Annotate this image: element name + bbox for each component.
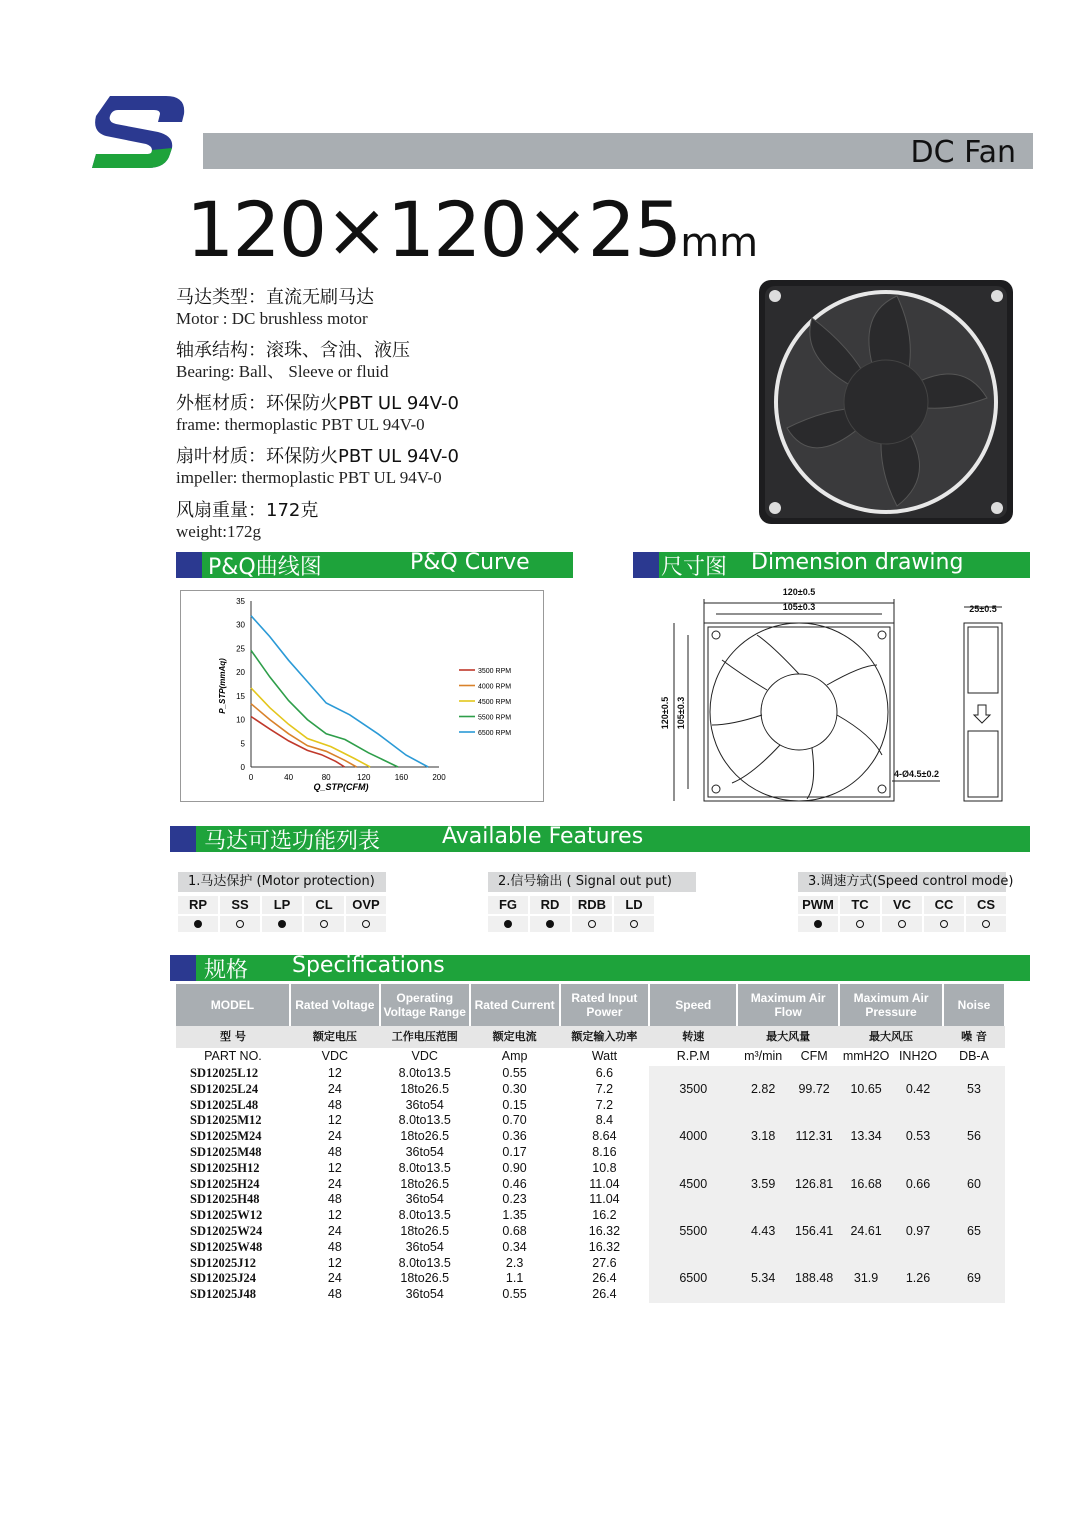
spec-cell: 18to26.5 — [400, 1176, 450, 1191]
x-axis-label: Q_STP(CFM) — [313, 782, 369, 792]
cn-header: 额定电压 — [290, 1026, 380, 1048]
part-number-cell: SD12025W12 — [190, 1208, 263, 1223]
group-cfm-cell: 112.31 — [789, 1113, 839, 1160]
spec-cell: 16.32 — [588, 1223, 621, 1238]
spec-cell: 48 — [327, 1097, 342, 1112]
feature-optional-dot — [982, 920, 990, 928]
brand-logo — [88, 92, 188, 172]
feature-label: LD — [614, 896, 654, 914]
part-number-cell: SD12025H48 — [190, 1192, 260, 1207]
feature-label: TC — [840, 896, 880, 914]
unit-cell: VDC — [321, 1049, 349, 1064]
dims-value: 120×120×25 — [186, 185, 681, 274]
spec-cell: 16.2 — [592, 1208, 617, 1223]
y-tick-label: 20 — [236, 668, 245, 678]
y-tick-label: 10 — [236, 715, 245, 725]
spec-cell: 0.15 — [502, 1097, 527, 1112]
feature-state — [530, 916, 570, 932]
group-mmh2o-cell: 24.61 — [839, 1208, 893, 1255]
feature-available-dot — [194, 920, 202, 928]
feature-optional-dot — [588, 920, 596, 928]
group-inh2o-cell: 0.97 — [893, 1208, 943, 1255]
feature-optional-dot — [856, 920, 864, 928]
spec-cell: 0.55 — [502, 1066, 527, 1080]
spec-cell: 0.30 — [502, 1081, 527, 1096]
property-en: frame: thermoplastic PBT UL 94V-0 — [176, 415, 425, 434]
group-noise-cell: 69 — [943, 1256, 1005, 1303]
part-number-cell: SD12025M48 — [190, 1144, 262, 1159]
spec-cell: 48 — [327, 1239, 342, 1254]
spec-cell: 6.6 — [595, 1066, 614, 1080]
group-mmh2o-cell: 16.68 — [839, 1161, 893, 1208]
spec-cell: 8.0to13.5 — [398, 1160, 451, 1175]
spec-cell: 26.4 — [592, 1287, 617, 1302]
y-tick-label: 25 — [236, 644, 245, 654]
legend-label: 4500 RPM — [478, 699, 512, 706]
x-tick-label: 80 — [321, 773, 331, 782]
dim-label-height-inner: 105±0.3 — [676, 696, 686, 730]
group-inh2o-cell: 0.42 — [893, 1066, 943, 1113]
legend-label: 6500 RPM — [478, 730, 512, 737]
feature-label: RDB — [572, 896, 612, 914]
feature-state — [966, 916, 1006, 932]
feature-label: RD — [530, 896, 570, 914]
property-cn: 轴承结构：滚珠、含油、液压 — [176, 340, 410, 361]
table-row — [176, 1066, 1005, 1082]
group-noise-cell: 65 — [943, 1208, 1005, 1255]
col-header-rated-power: Rated Input Power — [560, 984, 650, 1026]
unit-cell: mmH2O — [842, 1049, 890, 1064]
dimension-section-en: Dimension drawing — [751, 550, 964, 575]
part-number-cell: SD12025L24 — [190, 1081, 259, 1096]
pq-section-en: P&Q Curve — [410, 550, 530, 575]
part-number-cell: SD12025M12 — [190, 1113, 262, 1128]
y-axis-label: P_STP(mmAq) — [218, 658, 227, 714]
feature-state — [346, 916, 386, 932]
property-en: weight:172g — [176, 522, 261, 541]
feature-state — [262, 916, 302, 932]
feature-state — [178, 916, 218, 932]
spec-cell: 12 — [327, 1208, 342, 1223]
spec-cell: 0.68 — [502, 1223, 527, 1238]
spec-cell: 7.2 — [595, 1097, 614, 1112]
feature-state — [924, 916, 964, 932]
spec-cell: 26.4 — [592, 1271, 617, 1286]
x-tick-label: 160 — [394, 773, 409, 782]
feature-label: CC — [924, 896, 964, 914]
property-cn: 扇叶材质：环保防火PBT UL 94V-0 — [176, 446, 459, 467]
property-en: Motor : DC brushless motor — [176, 309, 368, 328]
unit-cell: CFM — [800, 1049, 828, 1064]
group-rpm-cell: 3500 — [649, 1066, 737, 1113]
spec-cell: 1.1 — [505, 1271, 524, 1286]
x-tick-label: 200 — [432, 773, 446, 782]
feature-group-title: 3.调速方式(Speed control mode) — [798, 872, 1006, 892]
spec-cell: 8.64 — [592, 1129, 617, 1144]
spec-cell: 16.32 — [588, 1239, 621, 1254]
feature-state — [798, 916, 838, 932]
y-tick-label: 15 — [236, 691, 245, 701]
spec-cell: 0.34 — [502, 1239, 527, 1254]
property-weight — [176, 500, 318, 542]
spec-cell: 7.2 — [595, 1081, 614, 1096]
col-header-operating-voltage: Operating Voltage Range — [380, 984, 470, 1026]
property-bearing — [176, 340, 410, 382]
cn-header: 最大风压 — [839, 1026, 943, 1048]
feature-state — [614, 916, 654, 932]
feature-group-motor-protection — [178, 872, 388, 932]
cn-header: 噪 音 — [943, 1026, 1005, 1048]
property-cn: 外框材质：环保防火PBT UL 94V-0 — [176, 393, 459, 414]
series-line-4 — [251, 616, 428, 767]
group-m3-cell: 5.34 — [737, 1256, 789, 1303]
spec-cell: 0.46 — [502, 1176, 527, 1191]
spec-cell: 1.35 — [502, 1208, 527, 1223]
group-inh2o-cell: 0.53 — [893, 1113, 943, 1160]
property-cn: 马达类型：直流无刷马达 — [176, 287, 374, 308]
group-noise-cell: 56 — [943, 1113, 1005, 1160]
property-cn: 风扇重量：172克 — [176, 500, 319, 521]
spec-cell: 18to26.5 — [400, 1223, 450, 1238]
spec-cell: 12 — [327, 1066, 342, 1080]
col-header-noise: Noise — [943, 984, 1005, 1026]
cn-header: 工作电压范围 — [380, 1026, 470, 1048]
feature-available-dot — [504, 920, 512, 928]
feature-label: CS — [966, 896, 1006, 914]
property-en: Bearing: Ball、 Sleeve or fluid — [176, 362, 389, 381]
spec-cell: 36to54 — [405, 1239, 444, 1254]
series-line-3 — [251, 650, 398, 767]
spec-section-en: Specifications — [292, 953, 445, 978]
dimension-section-bar — [633, 552, 1030, 578]
feature-optional-dot — [236, 920, 244, 928]
spec-cell: 36to54 — [405, 1097, 444, 1112]
feature-available-dot — [278, 920, 286, 928]
spec-cell: 36to54 — [405, 1287, 444, 1302]
spec-cell: 27.6 — [592, 1255, 617, 1270]
spec-cell: 24 — [327, 1129, 342, 1144]
spec-cell: 24 — [327, 1176, 342, 1191]
series-line-0 — [251, 717, 345, 768]
spec-cell: 8.0to13.5 — [398, 1208, 451, 1223]
y-tick-label: 0 — [240, 763, 245, 772]
spec-cell: 24 — [327, 1271, 342, 1286]
spec-cell: 0.70 — [502, 1113, 527, 1128]
spec-cell: 8.4 — [595, 1113, 614, 1128]
group-mmh2o-cell: 31.9 — [839, 1256, 893, 1303]
col-header-speed: Speed — [649, 984, 737, 1026]
feature-label: OVP — [346, 896, 386, 914]
property-frame — [176, 393, 459, 435]
part-number-cell: SD12025M24 — [190, 1129, 262, 1144]
group-m3-cell: 3.59 — [737, 1161, 789, 1208]
part-number-cell: SD12025H12 — [190, 1160, 260, 1175]
spec-cell: 18to26.5 — [400, 1081, 450, 1096]
group-cfm-cell: 156.41 — [789, 1208, 839, 1255]
spec-cell: 8.0to13.5 — [398, 1113, 451, 1128]
feature-group-title: 2.信号输出 ( Signal out put) — [488, 872, 696, 892]
pq-section-cn: P&Q曲线图 — [208, 555, 322, 580]
spec-cell: 8.0to13.5 — [398, 1066, 451, 1080]
pq-chart-frame — [180, 590, 544, 802]
dim-label-height-outer: 120±0.5 — [660, 696, 670, 730]
feature-optional-dot — [898, 920, 906, 928]
feature-state — [488, 916, 528, 932]
fan-photo — [757, 278, 1015, 526]
part-number-cell: SD12025W48 — [190, 1239, 263, 1254]
series-line-2 — [251, 688, 370, 767]
spec-cell: 12 — [327, 1255, 342, 1270]
part-number-cell: SD12025J48 — [190, 1287, 256, 1302]
dim-label-hole: 4-Ø4.5±0.2 — [894, 769, 939, 779]
feature-optional-dot — [320, 920, 328, 928]
group-m3-cell: 2.82 — [737, 1066, 789, 1113]
col-header-model: MODEL — [176, 984, 290, 1026]
feature-group-speed-control — [798, 872, 1014, 932]
dim-label-width-inner: 105±0.3 — [782, 602, 816, 612]
part-number-cell: SD12025L12 — [190, 1066, 259, 1080]
feature-optional-dot — [362, 920, 370, 928]
feature-label: FG — [488, 896, 528, 914]
spec-cell: 0.17 — [502, 1144, 527, 1159]
col-header-air-pressure: Maximum Air Pressure — [839, 984, 943, 1026]
cn-header: 额定电流 — [470, 1026, 560, 1048]
feature-label: VC — [882, 896, 922, 914]
feature-available-dot — [814, 920, 822, 928]
table-row — [176, 1208, 1005, 1224]
table-row — [176, 1161, 1005, 1177]
table-row — [176, 1256, 1005, 1272]
x-tick-label: 0 — [248, 773, 254, 782]
header-bar — [203, 133, 1033, 169]
pq-chart — [181, 591, 543, 801]
property-motor — [176, 287, 374, 329]
unit-cell: DB-A — [959, 1049, 989, 1064]
spec-section-bar — [170, 955, 1030, 981]
group-noise-cell: 53 — [943, 1066, 1005, 1113]
group-cfm-cell: 126.81 — [789, 1161, 839, 1208]
property-impeller — [176, 446, 459, 488]
group-mmh2o-cell: 13.34 — [839, 1113, 893, 1160]
feature-group-signal-output — [488, 872, 696, 932]
spec-cell: 11.04 — [589, 1176, 620, 1191]
dim-label-depth: 25±0.5 — [969, 604, 997, 614]
x-tick-label: 40 — [284, 773, 294, 782]
group-rpm-cell: 5500 — [649, 1208, 737, 1255]
feature-state — [304, 916, 344, 932]
dimension-section-cn: 尺寸图 — [661, 555, 728, 580]
feature-optional-dot — [630, 920, 638, 928]
spec-cell: 10.8 — [592, 1160, 617, 1175]
spec-cell: 0.36 — [502, 1129, 527, 1144]
group-inh2o-cell: 1.26 — [893, 1256, 943, 1303]
table-row — [176, 1113, 1005, 1129]
unit-cell: R.P.M — [676, 1049, 710, 1064]
features-section-en: Available Features — [442, 824, 644, 849]
specifications-table — [176, 984, 1006, 1303]
spec-cell: 0.55 — [502, 1287, 527, 1302]
spec-cell: 24 — [327, 1223, 342, 1238]
spec-cell: 48 — [327, 1144, 342, 1159]
col-header-rated-current: Rated Current — [470, 984, 560, 1026]
y-tick-label: 5 — [240, 739, 245, 749]
col-header-rated-voltage: Rated Voltage — [290, 984, 380, 1026]
group-mmh2o-cell: 10.65 — [839, 1066, 893, 1113]
feature-label: RP — [178, 896, 218, 914]
group-noise-cell: 60 — [943, 1161, 1005, 1208]
spec-cell: 18to26.5 — [400, 1271, 450, 1286]
spec-cell: 11.04 — [589, 1192, 620, 1207]
y-tick-label: 35 — [236, 597, 245, 606]
feature-label: CL — [304, 896, 344, 914]
spec-cell: 0.23 — [502, 1192, 527, 1207]
spec-cell: 2.3 — [505, 1255, 524, 1270]
cn-header: 最大风量 — [737, 1026, 839, 1048]
spec-cell: 12 — [327, 1160, 342, 1175]
group-m3-cell: 4.43 — [737, 1208, 789, 1255]
unit-cell: m³/min — [744, 1049, 783, 1064]
dimension-drawing — [662, 585, 1012, 810]
spec-cell: 48 — [327, 1192, 342, 1207]
part-number-cell: SD12025J24 — [190, 1271, 256, 1286]
spec-cell: 24 — [327, 1081, 342, 1096]
pq-section-bar — [176, 552, 573, 578]
features-section-bar — [170, 826, 1030, 852]
dim-label-width-outer: 120±0.5 — [782, 587, 816, 597]
spec-cell: 18to26.5 — [400, 1129, 450, 1144]
feature-label: LP — [262, 896, 302, 914]
cn-header: 额定输入功率 — [560, 1026, 650, 1048]
spec-cell: 36to54 — [405, 1144, 444, 1159]
feature-group-title: 1.马达保护 (Motor protection) — [178, 872, 386, 892]
spec-cell: 36to54 — [405, 1192, 444, 1207]
feature-available-dot — [546, 920, 554, 928]
feature-label: SS — [220, 896, 260, 914]
y-tick-label: 30 — [236, 620, 245, 630]
unit-cell: INH2O — [898, 1049, 938, 1064]
legend-label: 3500 RPM — [478, 668, 512, 675]
document-type: DC Fan — [910, 135, 1016, 170]
cn-header: 转速 — [649, 1026, 737, 1048]
part-number-cell: SD12025L48 — [190, 1097, 259, 1112]
part-number-cell: SD12025W24 — [190, 1223, 263, 1238]
feature-optional-dot — [940, 920, 948, 928]
spec-cell: 8.16 — [592, 1144, 617, 1159]
part-number-cell: SD12025J12 — [190, 1255, 256, 1270]
spec-cell: 0.90 — [502, 1160, 527, 1175]
spec-cell: 48 — [327, 1287, 342, 1302]
group-m3-cell: 3.18 — [737, 1113, 789, 1160]
group-inh2o-cell: 0.66 — [893, 1161, 943, 1208]
group-cfm-cell: 99.72 — [789, 1066, 839, 1113]
feature-label: PWM — [798, 896, 838, 914]
unit-cell: PART NO. — [204, 1049, 262, 1064]
cn-header: 型 号 — [176, 1026, 290, 1048]
product-dimensions-title — [186, 185, 759, 274]
features-section-cn: 马达可选功能列表 — [204, 829, 381, 854]
unit-cell: VDC — [411, 1049, 438, 1064]
x-tick-label: 120 — [357, 773, 371, 782]
group-cfm-cell: 188.48 — [789, 1256, 839, 1303]
group-rpm-cell: 4500 — [649, 1161, 737, 1208]
group-rpm-cell: 6500 — [649, 1256, 737, 1303]
property-en: impeller: thermoplastic PBT UL 94V-0 — [176, 468, 442, 487]
unit-cell: Amp — [501, 1049, 528, 1064]
col-header-air-flow: Maximum Air Flow — [737, 984, 839, 1026]
feature-state — [882, 916, 922, 932]
part-number-cell: SD12025H24 — [190, 1176, 260, 1191]
spec-section-cn: 规格 — [204, 958, 249, 983]
group-rpm-cell: 4000 — [649, 1113, 737, 1160]
legend-label: 5500 RPM — [478, 714, 512, 722]
spec-cell: 12 — [327, 1113, 342, 1128]
dims-unit: mm — [680, 220, 759, 266]
legend-label: 4000 RPM — [478, 683, 512, 691]
feature-state — [220, 916, 260, 932]
unit-cell: Watt — [591, 1049, 618, 1064]
spec-cell: 8.0to13.5 — [398, 1255, 451, 1270]
feature-state — [840, 916, 880, 932]
feature-state — [572, 916, 612, 932]
